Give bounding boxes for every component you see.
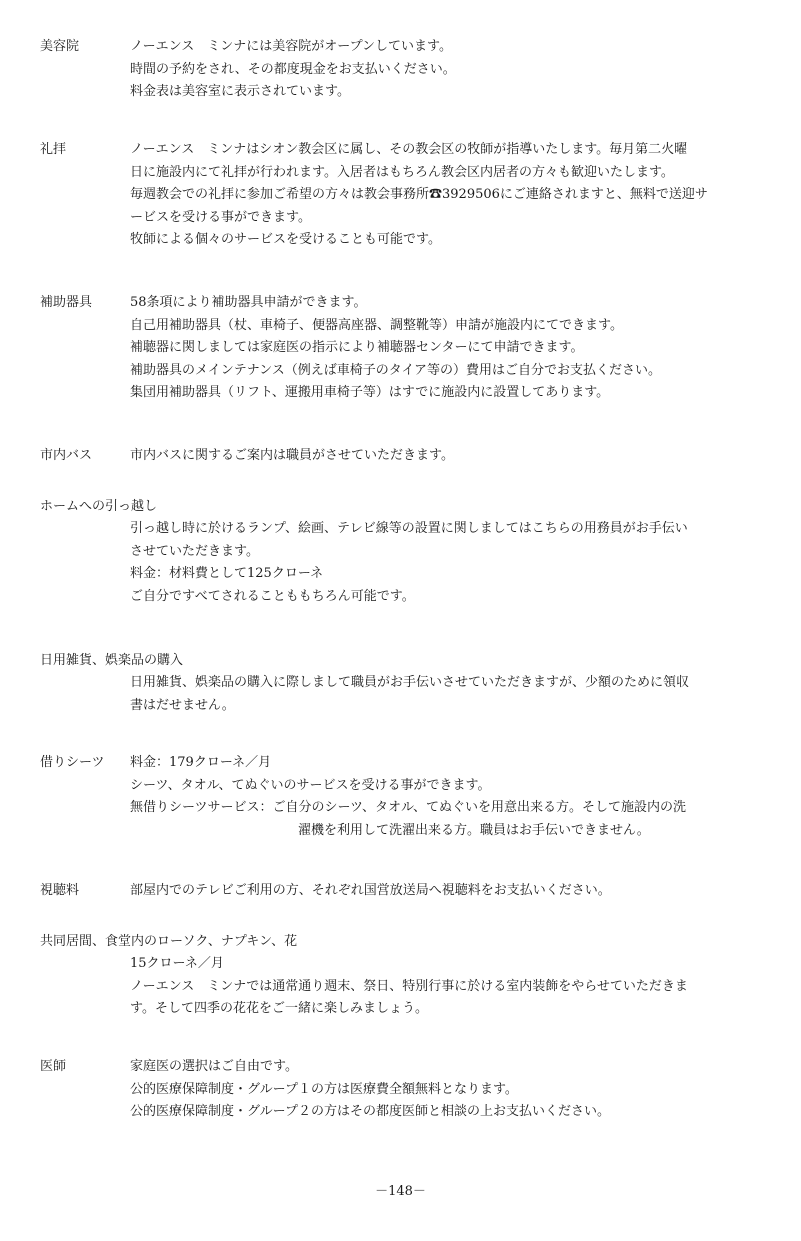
body-line: 市内バスに関するご案内は職員がさせていただきます。 bbox=[130, 448, 454, 463]
body-line: 部屋内でのテレビご利用の方、それぞれ国営放送局へ視聴料をお支払いください。 bbox=[130, 883, 611, 898]
body-line: す。そして四季の花花をご一緒に楽しみましょう。 bbox=[130, 1001, 428, 1016]
body-line: ノーエンス ミンナでは通常通り週末、祭日、特別行事に於ける室内装飾をやらせていただきま bbox=[130, 978, 688, 994]
body-line: ノーエンス ミンナはシオン教会区に属し、その教会区の牧師が指導いたします。毎月第二火曜 bbox=[130, 142, 688, 157]
section-body bbox=[130, 880, 770, 903]
body-line: 日に施設内にて礼拝が行われます。入居者はもちろん教会区内居者の方々も歓迎いたします。 bbox=[130, 164, 674, 180]
body-line: 無借りシーツサービス：ご自分のシーツ、タオル、てぬぐいを用意出来る方。そして施設内の洗 bbox=[130, 800, 687, 815]
body-line: 毎週教会での礼拝に参加ご希望の方々は教会事務所☎3929506にご連絡されますと、無料で送迎サ bbox=[130, 187, 708, 202]
body-line: 15クローネ／月 bbox=[130, 956, 224, 971]
body-line: 料金：材料費として125クローネ bbox=[130, 566, 324, 581]
section-body bbox=[130, 1056, 770, 1124]
body-line: 自己用補助器具（杖、車椅子、便器高座器、調整靴等）申請が施設内にてできます。 bbox=[130, 317, 623, 333]
body-line: 引っ越し時に於けるランプ、絵画、テレビ線等の設置に関しましてはこちらの用務員がお手伝い bbox=[130, 521, 688, 536]
section-term: 市内バス bbox=[40, 448, 93, 463]
section-body bbox=[130, 518, 770, 608]
body-line: 料金表は美容室に表示されています。 bbox=[130, 84, 350, 99]
body-line: 補聴器に関しましては家庭医の指示により補聴器センターにて申請できます。 bbox=[130, 340, 584, 355]
body-line: 58条項により補助器具申請ができます。 bbox=[130, 295, 367, 310]
body-line: 料金：179クローネ／月 bbox=[130, 755, 272, 770]
body-line: 日用雑貨、娯楽品の購入に際しまして職員がお手伝いさせていただきますが、少額のために領収 bbox=[130, 675, 690, 690]
body-line: ービスを受ける事ができます。 bbox=[130, 209, 311, 225]
body-line: 濯機を利用して洗濯出来る方。職員はお手伝いできません。 bbox=[298, 822, 650, 838]
section-body bbox=[130, 445, 770, 468]
section-term: 借りシーツ bbox=[40, 755, 105, 770]
body-line: 公的医療保障制度・グループ２の方はその都度医師と相談の上お支払いください。 bbox=[130, 1104, 610, 1119]
section-body bbox=[130, 752, 770, 842]
body-line: 家庭医の選択はご自由です。 bbox=[130, 1059, 298, 1074]
body-line: 集団用補助器具（リフト、運搬用車椅子等）はすでに施設内に設置してあります。 bbox=[130, 385, 610, 400]
section-body bbox=[130, 953, 770, 1021]
section-term: 補助器具 bbox=[40, 295, 93, 310]
body-line: 牧師による個々のサービスを受けることも可能です。 bbox=[130, 232, 441, 247]
section-term: 礼拝 bbox=[40, 142, 67, 157]
section-term: 美容院 bbox=[40, 39, 80, 54]
section-body bbox=[130, 36, 770, 104]
body-line: ノーエンス ミンナには美容院がオープンしています。 bbox=[130, 39, 453, 54]
section-term: 医師 bbox=[40, 1059, 67, 1074]
body-line: させていただきます。 bbox=[130, 543, 259, 559]
body-line: シーツ、タオル、てぬぐいのサービスを受ける事ができます。 bbox=[130, 777, 491, 793]
section-body bbox=[130, 292, 770, 405]
section-body bbox=[130, 139, 770, 252]
body-line: 公的医療保障制度・グループ１の方は医療費全額無料となります。 bbox=[130, 1081, 518, 1097]
section-term: 共同居間、食堂内のローソク、ナプキン、花 bbox=[40, 934, 298, 949]
body-line: ご自分ですべてされることももちろん可能です。 bbox=[130, 588, 415, 604]
section-term: ホームへの引っ越し bbox=[40, 499, 158, 514]
body-line: 時間の予約をされ、その都度現金をお支払いください。 bbox=[130, 61, 456, 77]
section-term: 視聴料 bbox=[40, 883, 80, 898]
page-number: －148－ bbox=[375, 1184, 426, 1199]
section-term: 日用雑貨、娯楽品の購入 bbox=[40, 653, 184, 668]
body-line: 書はだせません。 bbox=[130, 697, 235, 713]
section-body bbox=[130, 672, 770, 717]
body-line: 補助器具のメインテナンス（例えば車椅子のタイア等の）費用はご自分でお支払ください。 bbox=[130, 362, 662, 378]
